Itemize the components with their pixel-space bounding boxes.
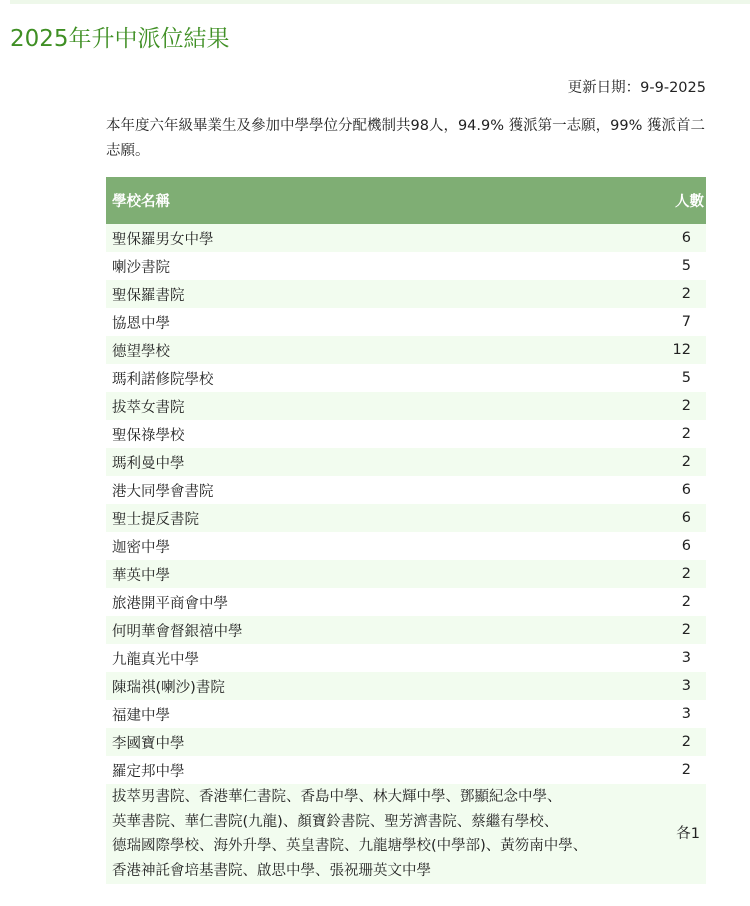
table-row: [106, 252, 706, 280]
school-name-cell: 福建中學: [106, 700, 661, 728]
student-count-cell: 2: [661, 560, 706, 588]
table-row: [106, 616, 706, 644]
student-count-cell: 2: [661, 280, 706, 308]
student-count-cell: 6: [661, 504, 706, 532]
school-name-cell: 德望學校: [106, 336, 661, 364]
header-school-name: 學校名稱: [106, 177, 661, 224]
school-name-cell: 聖保祿學校: [106, 420, 661, 448]
other-schools-line: 香港神託會培基書院、啟思中學、張祝珊英文中學: [112, 862, 431, 879]
school-name-cell: 瑪利曼中學: [106, 448, 661, 476]
other-schools-line: 德瑞國際學校、海外升學、英皇書院、九龍塘學校(中學部)、黃笏南中學、: [112, 838, 588, 854]
school-name-cell: 聖保羅書院: [106, 280, 661, 308]
other-schools-line: 拔萃男書院、香港華仁書院、香島中學、林大輝中學、鄧顯紀念中學、: [112, 789, 562, 805]
table-header-row: [106, 177, 706, 224]
school-name-cell: 瑪利諾修院學校: [106, 364, 661, 392]
table-row: [106, 308, 706, 336]
student-count-cell: 6: [661, 532, 706, 560]
table-row-others: [106, 784, 706, 884]
table-row: [106, 672, 706, 700]
school-name-cell: 迦密中學: [106, 532, 661, 560]
school-name-cell: 協恩中學: [106, 308, 661, 336]
student-count-cell: 3: [661, 644, 706, 672]
top-strip: [10, 0, 750, 4]
table-row: [106, 560, 706, 588]
table-row: [106, 756, 706, 784]
school-name-cell: 港大同學會書院: [106, 476, 661, 504]
student-count-cell: 6: [661, 224, 706, 252]
table-row: [106, 700, 706, 728]
header-student-count: 人數: [661, 177, 706, 224]
intro-paragraph: 本年度六年級畢業生及參加中學學位分配機制共98人，94.9% 獲派第一志願，99% 獲派首二志願。: [106, 118, 705, 159]
student-count-cell: 2: [661, 728, 706, 756]
student-count-cell: 2: [661, 756, 706, 784]
table-row: [106, 588, 706, 616]
other-schools-count-cell: 各1: [661, 784, 706, 884]
student-count-cell: 3: [661, 672, 706, 700]
table-row: [106, 224, 706, 252]
school-name-cell: 拔萃女書院: [106, 392, 661, 420]
school-name-cell: 李國寶中學: [106, 728, 661, 756]
school-name-cell: 旅港開平商會中學: [106, 588, 661, 616]
page-title: 2025年升中派位結果: [10, 26, 230, 52]
student-count-cell: 3: [661, 700, 706, 728]
student-count-cell: 12: [661, 336, 706, 364]
table-row: [106, 364, 706, 392]
school-name-cell: 陳瑞祺(喇沙)書院: [106, 672, 661, 700]
table-row: [106, 644, 706, 672]
table-row: [106, 476, 706, 504]
school-name-cell: 喇沙書院: [106, 252, 661, 280]
school-name-cell: 聖士提反書院: [106, 504, 661, 532]
allocation-results-table: [106, 177, 706, 884]
school-name-cell: 聖保羅男女中學: [106, 224, 661, 252]
student-count-cell: 5: [661, 252, 706, 280]
table-row: [106, 448, 706, 476]
table-row: [106, 504, 706, 532]
school-name-cell: 羅定邦中學: [106, 756, 661, 784]
other-schools-cell: [106, 784, 661, 884]
student-count-cell: 7: [661, 308, 706, 336]
student-count-cell: 6: [661, 476, 706, 504]
school-name-cell: 九龍真光中學: [106, 644, 661, 672]
student-count-cell: 2: [661, 448, 706, 476]
table-row: [106, 336, 706, 364]
student-count-cell: 2: [661, 392, 706, 420]
table-row: [106, 280, 706, 308]
student-count-cell: 5: [661, 364, 706, 392]
table-row: [106, 392, 706, 420]
table-row: [106, 728, 706, 756]
student-count-cell: 2: [661, 588, 706, 616]
school-name-cell: 華英中學: [106, 560, 661, 588]
school-name-cell: 何明華會督銀禧中學: [106, 616, 661, 644]
table-row: [106, 420, 706, 448]
other-schools-line: 英華書院、華仁書院(九龍)、顏寶鈴書院、聖芳濟書院、蔡繼有學校、: [112, 813, 559, 830]
table-row: [106, 532, 706, 560]
student-count-cell: 2: [661, 616, 706, 644]
student-count-cell: 2: [661, 420, 706, 448]
update-date: 更新日期：9-9-2025: [567, 80, 706, 96]
table-body: [106, 224, 706, 884]
